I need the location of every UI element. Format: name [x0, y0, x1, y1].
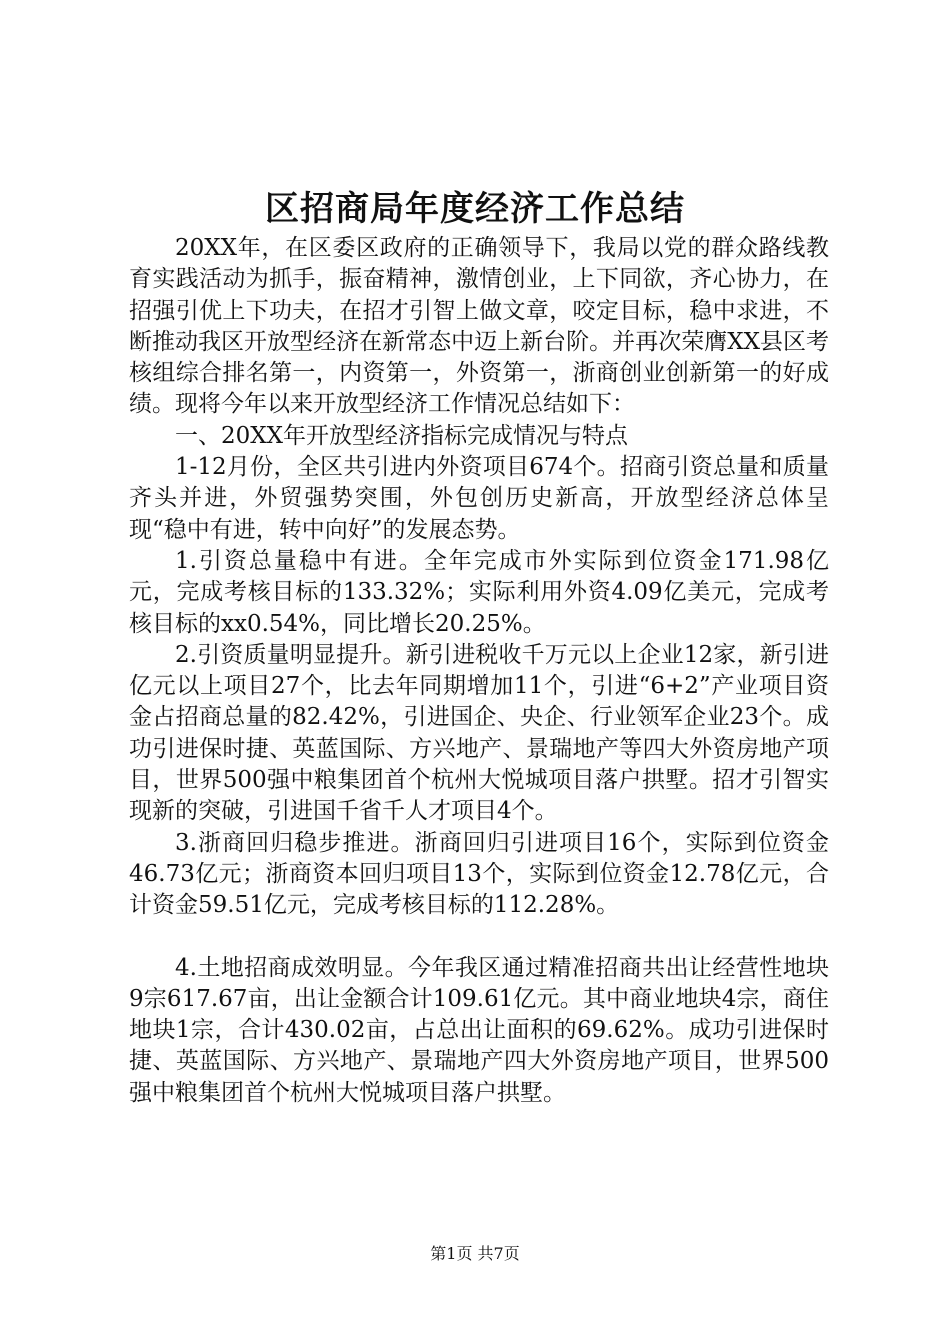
paragraph-section-heading: 一、20XX年开放型经济指标完成情况与特点: [175, 422, 629, 449]
paragraph-item-3: 3.浙商回归稳步推进。浙商回归引进项目16个，实际到位资金46.73亿元；浙商资本回归项目13个，实际到位资金12.78亿元，合计资金59.51亿元，完成考核目标的112.28%。: [129, 829, 829, 919]
document-body: [129, 233, 829, 1109]
paragraph-intro: 20XX年，在区委区政府的正确领导下，我局以党的群众路线教育实践活动为抓手，振奋精神，激情创业，上下同欲，齐心协力，在招强引优上下功夫，在招才引智上做文章，咬定目标，稳中求进，不断推动我区开放型经济在新常态中迈上新台阶。并再次荣膺XX县区考核组综合排名第一，内资第一，外资第一，浙商创业创新第一的好成绩。现将今年以来开放型经济工作情况总结如下：: [129, 235, 829, 418]
paragraph-item-1: 1.引资总量稳中有进。全年完成市外实际到位资金171.98亿元，完成考核目标的133.32%；实际利用外资4.09亿美元，完成考核目标的xx0.54%，同比增长20.25%。: [129, 547, 829, 637]
paragraph-item-2: 2.引资质量明显提升。新引进税收千万元以上企业12家，新引进亿元以上项目27个，比去年同期增加11个，引进“6+2”产业项目资金占招商总量的82.42%，引进国企、央企、行业领军企业23个。成功引进保时捷、英蓝国际、方兴地产、景瑞地产等四大外资房地产项目，世界500强中粮集团首个杭州大悦城项目落户拱墅。招才引智实现新的突破，引进国千省千人才项目4个。: [129, 641, 829, 825]
document-title: 区招商局年度经济工作总结: [265, 189, 685, 229]
paragraph-overview: 1-12月份，全区共引进内外资项目674个。招商引资总量和质量齐头并进，外贸强势突围，外包创历史新高，开放型经济总体呈现“稳中有进，转中向好”的发展态势。: [129, 454, 829, 543]
page-number-footer: 第1页 共7页: [430, 1244, 520, 1263]
paragraph-item-4: 4.土地招商成效明显。今年我区通过精准招商共出让经营性地块9宗617.67亩，出让金额合计109.61亿元。其中商业地块4宗，商住地块1宗，合计430.02亩，占总出让面积的69.62%。成功引进保时捷、英蓝国际、方兴地产、景瑞地产四大外资房地产项目，世界500强中粮集团首个杭州大悦城项目落户拱墅。: [129, 954, 829, 1106]
